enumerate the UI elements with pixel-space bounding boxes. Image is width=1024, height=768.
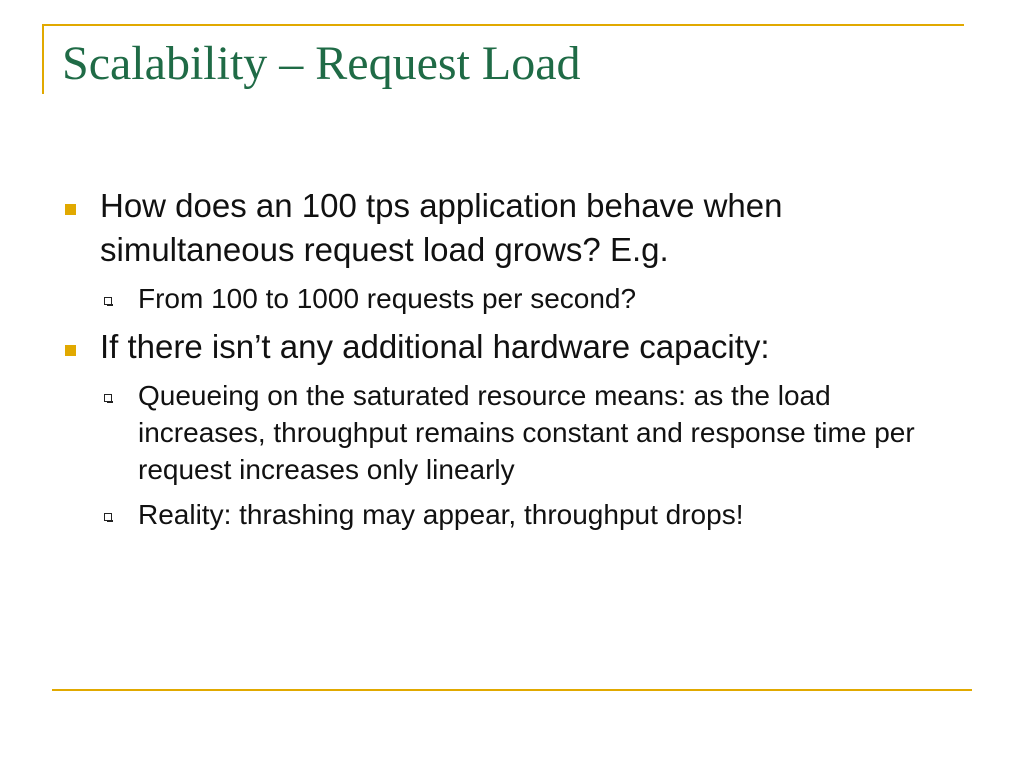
- slide-content: [62, 184, 962, 533]
- sub-bullet-item: [100, 496, 962, 533]
- square-bullet-icon: [65, 345, 76, 356]
- box-bullet-icon: [104, 394, 112, 402]
- bullet-item: [62, 325, 962, 369]
- bullet-text: How does an 100 tps application behave when simultaneous request load grows? E.g.: [100, 187, 783, 268]
- sub-bullet-list: [100, 377, 962, 533]
- square-bullet-icon: [65, 204, 76, 215]
- box-bullet-icon: [104, 297, 112, 305]
- slide-title: Scalability – Request Load: [62, 37, 581, 90]
- sub-bullet-item: [100, 377, 962, 488]
- bullet-text: If there isn’t any additional hardware capacity:: [100, 328, 770, 365]
- sub-bullet-text: From 100 to 1000 requests per second?: [138, 283, 637, 314]
- left-rule: [42, 24, 44, 94]
- sub-bullet-item: [100, 280, 962, 317]
- sub-bullet-list: [100, 280, 962, 317]
- sub-bullet-text: Reality: thrashing may appear, throughput drops!: [138, 499, 744, 530]
- box-bullet-icon: [104, 513, 112, 521]
- bullet-item: [62, 184, 962, 272]
- bottom-rule: [52, 689, 972, 691]
- top-rule: [42, 24, 964, 26]
- sub-bullet-text: Queueing on the saturated resource means: as the load increases, throughput remains constant and response time per request increases only linearly: [138, 380, 915, 485]
